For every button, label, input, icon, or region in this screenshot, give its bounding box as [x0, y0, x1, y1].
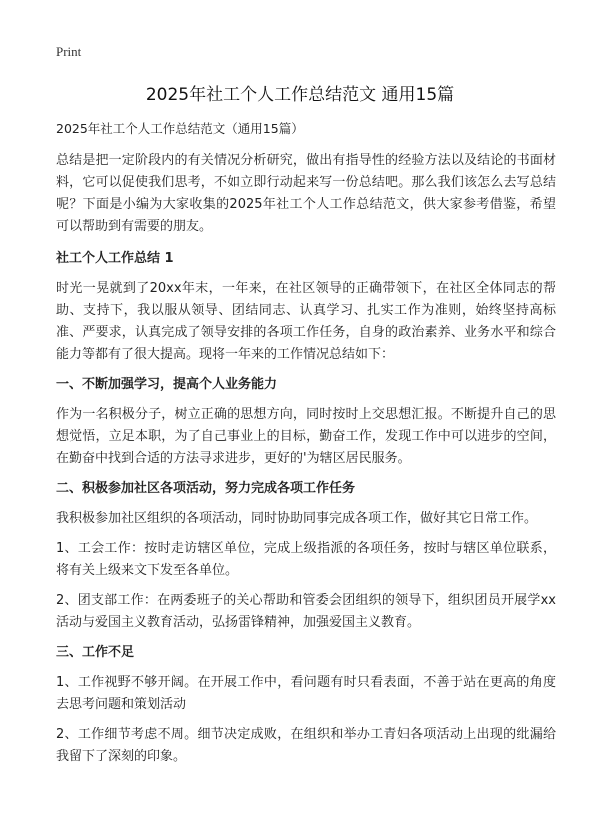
print-link[interactable]: Print [56, 44, 82, 59]
article-intro-paragraph: 时光一晃就到了20xx年末，一年来，在社区领导的正确带领下，在社区全体同志的帮助、支持下，我以服从领导、团结同志、认真学习、扎实工作为准则，始终坚持高标准、严要求，认真完成了领导安排的各项工作任务，自身的政治素养、业务水平和综合能力等都有了很大提高。现将一年来的工作情况总结如下： [56, 281, 556, 362]
intro-paragraph: 总结是把一定阶段内的有关情况分析研究，做出有指导性的经验方法以及结论的书面材料，它可以促使我们思考，不如立即行动起来写一份总结吧。那么我们该怎么去写总结呢？下面是小编为大家收集的2025年社工个人工作总结范文，供大家参考借鉴，希望可以帮助到有需要的朋友。 [56, 153, 556, 234]
section-2-paragraph: 2、团支部工作：在两委班子的关心帮助和管委会团组织的领导下，组织团员开展学xx活动与爱国主义教育活动，弘扬雷锋精神，加强爱国主义教育。 [56, 593, 556, 630]
section-3-paragraph: 1、工作视野不够开阔。在开展工作中，看问题有时只看表面，不善于站在更高的角度去思考问题和策划活动 [56, 675, 556, 712]
page-title: 2025年社工个人工作总结范文 通用15篇 [145, 85, 455, 105]
article-body [56, 118, 556, 776]
section-2-heading: 二、积极参加社区各项活动，努力完成各项工作任务 [56, 481, 356, 496]
article-heading: 社工个人工作总结 1 [56, 251, 174, 266]
article-subtitle: 2025年社工个人工作总结范文（通用15篇） [56, 121, 304, 136]
section-3-paragraph: 2、工作细节考虑不周。细节决定成败，在组织和举办工青妇各项活动上出现的纰漏给我留下了深刻的印象。 [56, 727, 556, 764]
section-1-heading: 一、不断加强学习，提高个人业务能力 [56, 377, 278, 392]
section-2-paragraph: 我积极参加社区组织的各项活动，同时协助同事完成各项工作，做好其它日常工作。 [56, 511, 538, 526]
section-1-paragraph: 作为一名积极分子，树立正确的思想方向，同时按时上交思想汇报。不断提升自己的思想觉悟，立足本职，为了自己事业上的目标，勤奋工作，发现工作中可以进步的空间，在勤奋中找到合适的方法寻求进步，更好的'为辖区居民服务。 [56, 407, 556, 466]
section-2-paragraph: 1、工会工作：按时走访辖区单位，完成上级指派的各项任务，按时与辖区单位联系，将有关上级来文下发至各单位。 [56, 541, 556, 578]
section-3-heading: 三、工作不足 [56, 645, 135, 660]
